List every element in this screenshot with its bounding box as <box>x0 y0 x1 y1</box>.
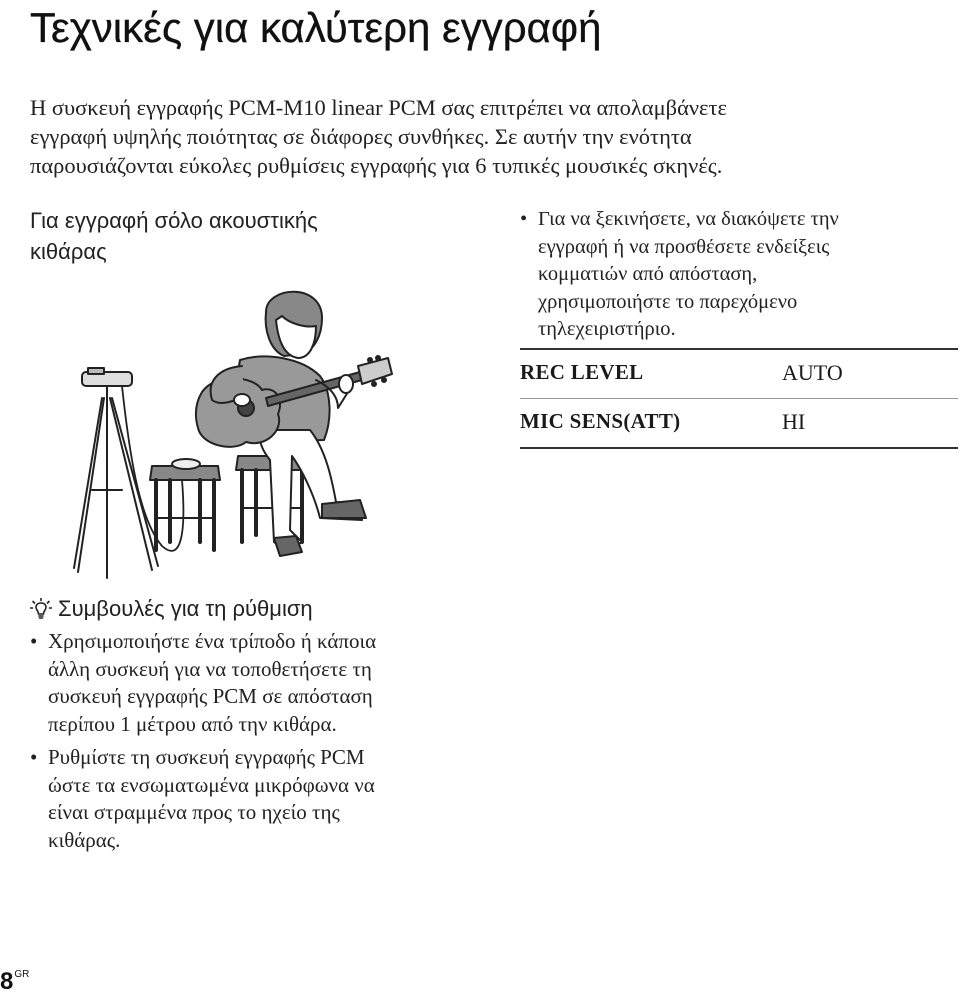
bullet-symbol: • <box>520 208 528 230</box>
remote-tip-line: Για να ξεκινήσετε, να διακόψετε την <box>538 208 839 230</box>
intro-paragraph <box>30 93 930 180</box>
setting-value: HI <box>782 409 806 434</box>
tip-line: συσκευή εγγραφής PCM σε απόσταση <box>48 684 373 708</box>
tip-item <box>30 744 470 854</box>
bullet-symbol: • <box>30 629 38 653</box>
tip-line: είναι στραμμένα προς το ηχείο της <box>48 800 340 824</box>
setting-label: MIC SENS(ATT) <box>520 409 681 433</box>
remote-tip-line: τηλεχειριστήριο. <box>538 318 676 340</box>
page-title: Τεχνικές για καλύτερη εγγραφή <box>30 4 602 51</box>
page-number-value: 8 <box>0 968 14 995</box>
section-heading-line: Για εγγραφή σόλο ακουστικής <box>30 208 318 233</box>
intro-line: εγγραφή υψηλής ποιότητας σε διάφορες συνθήκες. Σε αυτήν την ενότητα <box>30 124 692 149</box>
intro-line: Η συσκευή εγγραφής PCM-M10 linear PCM σας επιτρέπει να απολαμβάνετε <box>30 95 727 120</box>
guitarist-illustration <box>70 280 410 580</box>
page-number <box>0 968 29 996</box>
tip-line: Ρυθμίστε τη συσκευή εγγραφής PCM <box>48 745 365 769</box>
intro-line: παρουσιάζονται εύκολες ρυθμίσεις εγγραφής για 6 τυπικές μουσικές σκηνές. <box>30 153 723 178</box>
bullet-symbol: • <box>30 745 38 769</box>
tip-line: περίπου 1 μέτρου από την κιθάρα. <box>48 711 337 736</box>
tip-line: ώστε τα ενσωματωμένα μικρόφωνα να <box>48 772 375 797</box>
right-column <box>520 206 958 344</box>
guitarist <box>196 292 392 556</box>
tips-heading <box>30 594 313 624</box>
setting-label: REC LEVEL <box>520 360 644 384</box>
tips-heading-text: Συμβουλές για τη ρύθμιση <box>58 596 313 621</box>
language-code: GR <box>14 969 30 980</box>
remote-tip-line: εγγραφή ή να προσθέσετε ενδείξεις <box>538 235 830 258</box>
table-bottom-rule <box>520 447 958 449</box>
remote-tip-line: χρησιμοποιήστε το παρεχόμενο <box>538 290 798 313</box>
tip-item <box>30 628 470 738</box>
lightbulb-icon <box>30 598 52 620</box>
remote-tip <box>520 206 958 344</box>
settings-table <box>520 348 958 449</box>
tip-line: Χρησιμοποιήστε ένα τρίποδο ή κάποια <box>48 629 377 653</box>
section-heading <box>30 205 318 267</box>
tip-line: κιθάρας. <box>48 827 121 852</box>
setting-value: AUTO <box>782 360 843 385</box>
tip-line: άλλη συσκευή για να τοποθετήσετε τη <box>48 656 372 681</box>
settings-row <box>520 399 958 447</box>
tips-list <box>30 628 470 854</box>
stool-small <box>150 459 220 550</box>
section-heading-line: κιθάρας <box>30 239 107 264</box>
settings-row <box>520 350 958 398</box>
tripod <box>74 368 158 578</box>
remote-tip-line: κομματιών από απόσταση, <box>538 263 758 285</box>
